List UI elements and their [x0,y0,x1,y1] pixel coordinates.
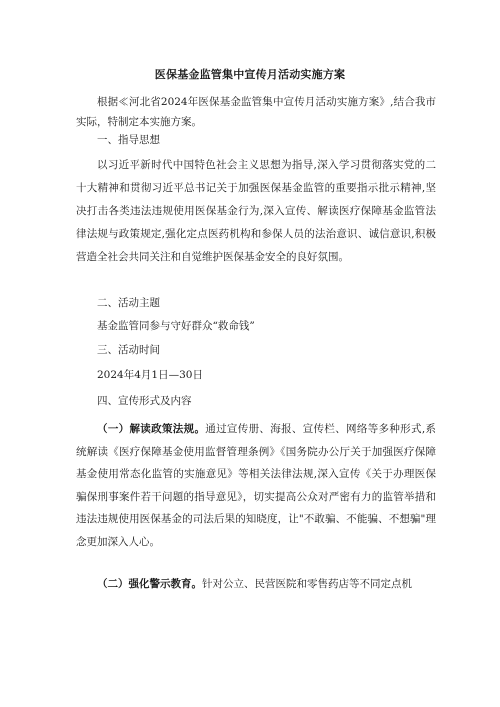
document-title: 医保基金监管集中宣传月活动实施方案 [154,68,346,81]
activity-theme-text: 基金监管同参与守好群众“救命钱” [97,320,255,332]
policy-interpretation-paragraph [76,418,436,553]
policy-interpretation-label: （一）解读政策法规。 [97,423,206,435]
policy-interpretation-body: 通过宣传册、海报、宣传栏、网络等多种形式,系统解读《医疗保障基金使用监督管理条例》《国务院办公厅关于加强医疗保障基金使用常态化监管的实施意见》等相关法律法规,深入宣传《关于办理医保骗保刑事案件若干问题的指导意见》，切实提高公众对严密有力的监管举措和违法违规使用医保基金的司法后果的知晓度，让"不敢骗、不能骗、不想骗"理念更加深入人心。 [76,423,436,548]
section-heading-publicity-form: 四、宣传形式及内容 [97,395,192,407]
warning-education-body: 针对公立、民营医院和零售药店等不同定点机 [202,578,412,590]
section-heading-activity-theme: 二、活动主题 [97,297,160,309]
section-heading-activity-time: 三、活动时间 [97,344,160,356]
warning-education-label: （二）强化警示教育。 [97,578,202,590]
warning-education-paragraph [76,574,436,594]
activity-time-text: 2024年4月1日—30日 [97,369,203,381]
section-heading-guiding-ideology: 一、指导思想 [97,134,160,146]
intro-paragraph: 根据≪河北省2024年医保基金监管集中宣传月活动实施方案》,结合我市实际，特制定本实施方案。 [76,96,436,128]
guiding-ideology-paragraph: 以习近平新时代中国特色社会主义思想为指导,深入学习贯彻落实党的二十大精神和贯彻习近平总书记关于加强医保基金监管的重要指示批示精神,坚决打击各类违法违规使用医保基金行为,深入宣传、解读医疗保障基金监管法律法规与政策规定,强化定点医药机构和参保人员的法治意识、诚信意识,积极营造全社会共同关注和自觉维护医保基金安全的良好氛围。 [76,159,436,263]
